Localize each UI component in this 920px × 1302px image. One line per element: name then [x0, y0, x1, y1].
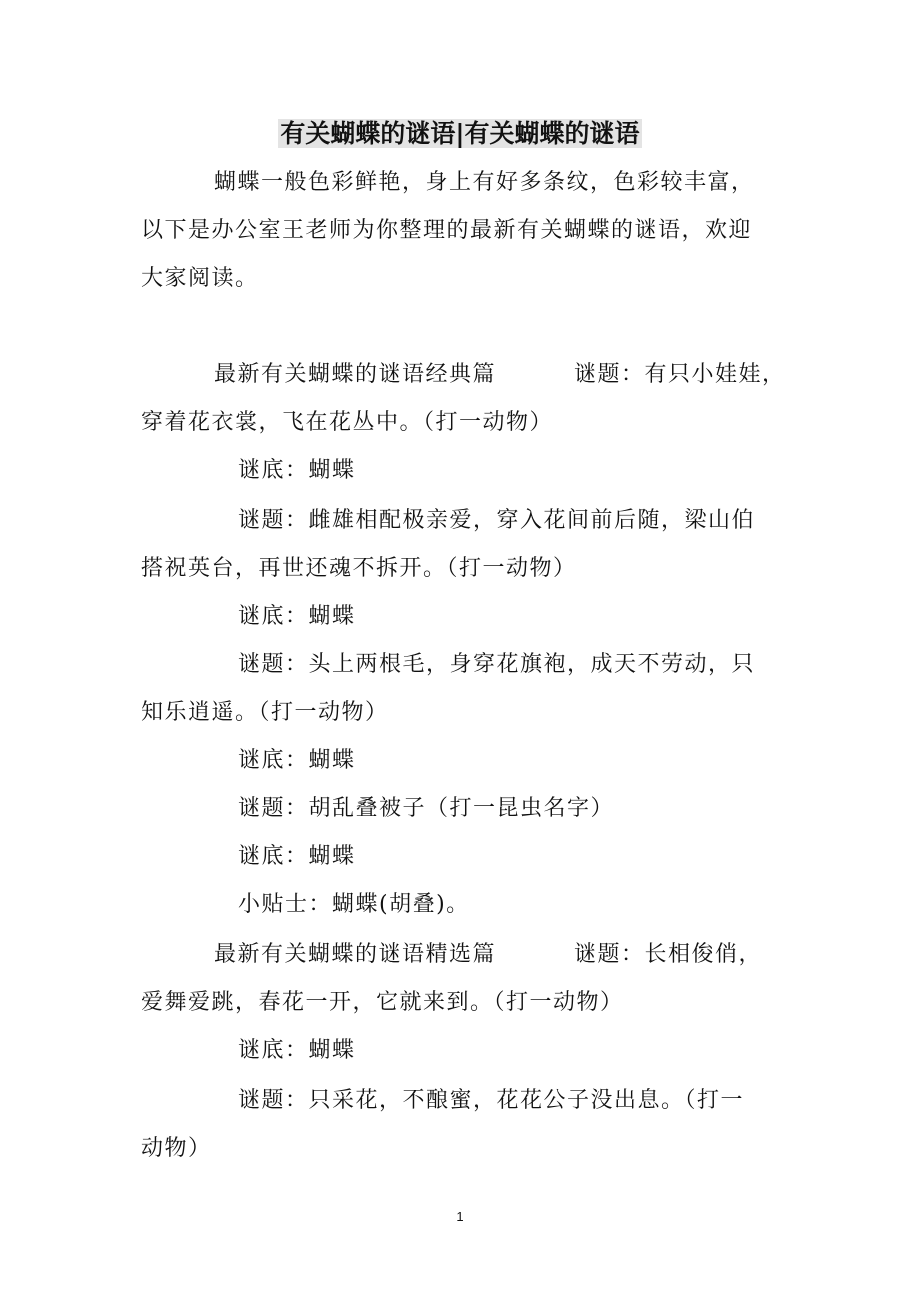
section2-riddle1-cont: 爱舞爱跳，春花一开，它就来到。（打一动物）: [141, 990, 624, 1015]
section2-answer1: 谜底：蝴蝶: [238, 1038, 356, 1063]
section1-riddle2-cont: 搭祝英台，再世还魂不拆开。（打一动物）: [141, 556, 577, 581]
section1-answer2: 谜底：蝴蝶: [238, 604, 356, 629]
section1-riddle3-start: 谜题：头上两根毛，身穿花旗袍，成天不劳动，只: [238, 652, 756, 677]
section1-riddle4: 谜题：胡乱叠被子（打一昆虫名字）: [238, 796, 615, 821]
section1-answer1: 谜底：蝴蝶: [238, 458, 356, 483]
section1-riddle1-start: 谜题：有只小娃娃，: [574, 362, 786, 387]
section1-answer3: 谜底：蝴蝶: [238, 748, 356, 773]
title-text: 有关蝴蝶的谜语|有关蝴蝶的谜语: [280, 119, 640, 148]
section1-riddle1-cont: 穿着花衣裳，飞在花丛中。（打一动物）: [141, 410, 554, 435]
intro-line-1: 蝴蝶一般色彩鲜艳，身上有好多条纹，色彩较丰富，: [214, 170, 755, 195]
section1-heading: 最新有关蝴蝶的谜语经典篇: [214, 362, 497, 387]
intro-line-2: 以下是办公室王老师为你整理的最新有关蝴蝶的谜语，欢迎: [141, 218, 753, 243]
page-number: 1: [456, 1209, 464, 1224]
document-title: [0, 114, 920, 154]
section1-answer4: 谜底：蝴蝶: [238, 844, 356, 869]
section2-riddle2-cont: 动物）: [141, 1136, 212, 1161]
section2-riddle2-start: 谜题：只采花，不酿蜜，花花公子没出息。（打一: [238, 1088, 745, 1113]
section1-riddle2-start: 谜题：雌雄相配极亲爱，穿入花间前后随，梁山伯: [238, 508, 756, 533]
section1-heading-line: [214, 358, 786, 392]
section2-riddle1-start: 谜题：长相俊俏，: [574, 942, 763, 967]
section2-heading-line: [214, 938, 762, 972]
section1-riddle3-cont: 知乐逍遥。（打一动物）: [141, 700, 389, 725]
intro-line-3: 大家阅读。: [141, 266, 259, 291]
section1-tip: 小贴士：蝴蝶(胡叠)。: [238, 892, 470, 917]
section2-heading: 最新有关蝴蝶的谜语精选篇: [214, 942, 497, 967]
